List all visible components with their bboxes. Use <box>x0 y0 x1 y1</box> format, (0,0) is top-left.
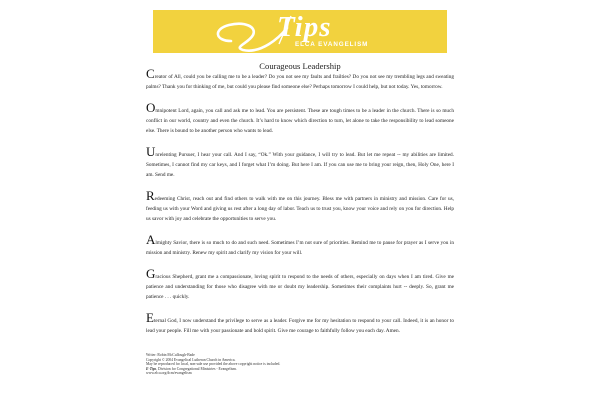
stanza-initial: R <box>146 188 155 203</box>
stanza-almighty <box>146 232 454 258</box>
stanza-text: racious Shepherd, grant me a compassionate, loving spirit to respond to the needs of others, especially on days when I am tired. Give me patience and understanding for those who disagree with me or doubt my leadership. Sometimes their complaints hurt -- deeply. So, grant me patience . . . quickly. <box>146 274 454 300</box>
stanza-initial: A <box>146 232 156 247</box>
header-banner <box>153 10 447 53</box>
stanza-initial: C <box>146 66 155 81</box>
logo-tips-text: Tips <box>277 11 332 43</box>
stanza-text: lmighty Savior, there is so much to do and such need. Sometimes I’m not sure of priorities. Remind me to pause for prayer as I serve you in mission and ministry. Renew my spirit and clarify my vision for your will. <box>146 240 454 256</box>
stanza-text: ternal God, I now understand the privilege to serve as a leader. Forgive me for my hesitation to respond to your call. Indeed, it is an honor to lead your people. Fill me with your passionate and bold spirit. Give me courage to faithfully follow you each day. Amen. <box>146 318 454 334</box>
stanza-initial: U <box>146 144 156 159</box>
page-title: Courageous Leadership <box>259 61 341 71</box>
stanza-initial: O <box>146 100 156 115</box>
footer-credits <box>146 353 454 376</box>
stanza-omnipotent <box>146 100 454 136</box>
stanza-eternal <box>146 310 454 336</box>
footer-copyright: Copyright © 2004 Evangelical Lutheran Church in America. <box>146 357 236 362</box>
stanza-text: mnipotent Lord, again, you call and ask me to lead. You are persistent. These are tough times to be a leader in the church. There is so much conflict in our world, country and even the church. It’s hard to know which direction to turn, let alone to take the responsibility to lead someone else. There is bound to be another person who wants to lead. <box>146 108 454 134</box>
footer-writer: Writer: Robin McCullough-Bade <box>146 353 195 357</box>
stanza-gracious <box>146 266 454 302</box>
stanza-text: edeeming Christ, reach out and find others to walk with me on this journey. Bless me with partners in ministry and mission. Care for us, feeding us with your Word and giving us rest after a long day of labor. Teach us to trust you, know your voice and rely on you for direction. Help us savor with joy and celebrate the opportunities to serve you. <box>146 196 454 222</box>
logo-org-text: ELCA EVANGELISM <box>295 41 369 48</box>
stanza-text: reator of All, could you be calling me to be a leader? Do you not see my faults and frailties? Do you not see my trembling legs and sweating palms? Thank you for thinking of me, but could you please find someone else? Perhaps tomorrow I could help, but not today. Yes, tomorrow. <box>146 74 454 90</box>
footer-url[interactable]: www.elca.org/dcm/evangelism <box>146 371 192 376</box>
stanza-redeeming <box>146 188 454 224</box>
stanza-initial: G <box>146 266 156 281</box>
footer-division: , Division for Congregational Ministries - Evangelism. <box>156 366 237 371</box>
footer-etips-label: E-Tips <box>146 366 157 371</box>
stanza-unrelenting <box>146 144 454 180</box>
stanza-initial: E <box>146 310 154 325</box>
stanza-text: nrelenting Pursuer, I hear your call. And I say, “Ok.” With your guidance, I will try to lead. But let me repeat -- my abilities are limited. Sometimes, I cannot find my car keys, and I forget what I’m doing. But here I am. If you can use me to bring your reign, then, Holy One, here I am. Send me. <box>146 152 454 178</box>
footer-permission: May be reproduced for local, non-sale use provided the above copyright notice is included. <box>146 362 281 367</box>
